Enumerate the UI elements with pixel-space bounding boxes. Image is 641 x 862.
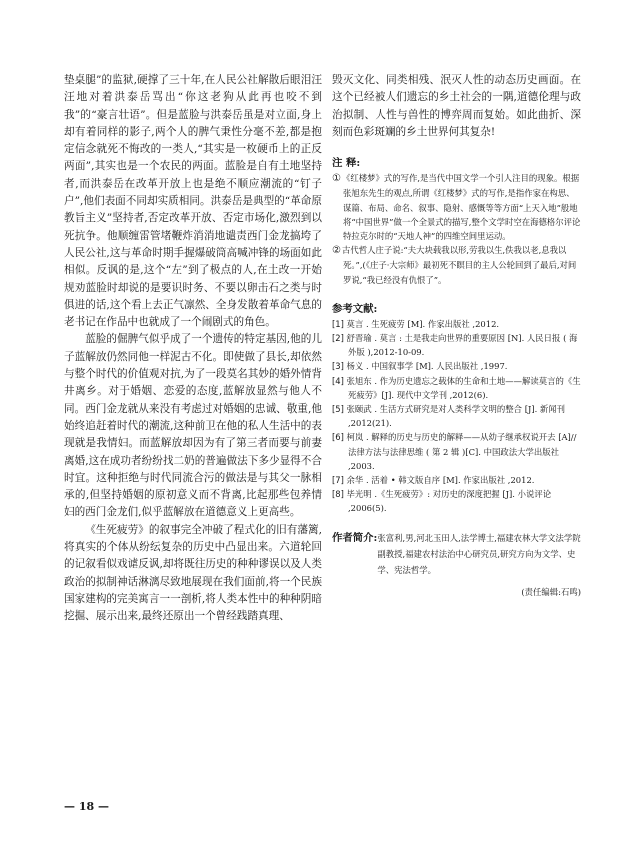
note-2	[332, 243, 581, 287]
responsible-editor: (责任编辑:石鸣)	[521, 586, 581, 597]
reference-1-text: 莫言 . 生死疲劳 [M]. 作家出版社 ,2012.	[346, 318, 500, 329]
reference-3	[332, 359, 581, 373]
reference-8-number: [8]	[332, 489, 344, 500]
reference-6	[332, 430, 581, 473]
note-1-text: 《红楼梦》式的写作,是当代中国文学一个引人注目的现象。根据张旭东先生的观点,所谓《红楼梦》式的写作,是指作家在构思、谋篇、布局、命名、叙事、隐射、感慨等等方面“上天入地”般地将“中国世界”做一个全景式的描写,整个文学时空在海德格尔评论特拉克尔时的“天地人神”的四维空间里运动。	[341, 173, 581, 241]
reference-5-text: 张颐武 . 生活方式研究是对人类科学文明的整合 [J]. 新闻刊 ,2012(21).	[346, 404, 566, 429]
reference-8-text: 毕光明 .《生死疲劳》: 对历史的深度把握 [J]. 小说评论 ,2006(5).	[346, 489, 552, 514]
reference-1-number: [1]	[332, 318, 344, 329]
right-column	[332, 72, 581, 600]
reference-8	[332, 487, 581, 515]
body-paragraph-continued: 毁灭文化、同类相残、泯灭人性的动态历史画面。在这个已经被人们遗忘的乡土社会的一隅,道德伦理与政治拟制、人性与兽性的博弈周而复始。如此曲折、深刻而色彩斑斓的乡土世界何其复杂!	[332, 74, 581, 138]
reference-2-number: [2]	[332, 333, 344, 344]
reference-5	[332, 402, 581, 430]
notes-heading: 注 释:	[332, 157, 361, 170]
references-heading: 参考文献:	[332, 302, 378, 315]
note-1-mark: ①	[332, 173, 341, 185]
reference-6-text: 柯岚 . 解释的历史与历史的解释——从幼子继承权说开去 [A]// 法律方法与法律思维 ( 第 2 辑 )[C]. 中国政法大学出版社 ,2003.	[346, 432, 577, 471]
note-2-text: 古代哲人庄子说:“夫大块载我以形,劳我以生,佚我以老,息我以死。”,(《庄子·大宗师》最初死不瞑目的主人公轮回到了最后,对间罗说,“我已经没有仇恨了”。	[341, 245, 577, 285]
body-paragraph-2: 蓝脸的倔脾气似乎成了一个遗传的特定基因,他的儿子蓝解放仍然同他一样泥古不化。即使做了县长,却依然与整个时代的价值观对抗,为了一段莫名其妙的婚外情背井离乡。对于婚姻、恋爱的态度,蓝解放显然与他人不同。西门金龙就从来没有考虑过对婚姻的忠诚、敬重,他始终追赶着时代的潮流,这种前卫在他的私人生活中的表现就是我情妇。而蓝解放却因为有了第三者而要与前妻离婚,这在成功者纷纷找二奶的普遍做法下多少显得不合时宜。这种拒绝与时代同流合污的做法是与其父一脉相承的,但坚持婚姻的原初意义而不背离,比起那些包养情妇的西门金龙们,似乎蓝解放在道德意义上更高些。	[64, 333, 322, 519]
reference-4	[332, 374, 581, 402]
reference-6-number: [6]	[332, 432, 344, 443]
author-bio	[332, 530, 581, 578]
author-bio-label: 作者简介:	[332, 531, 378, 544]
reference-3-number: [3]	[332, 361, 344, 372]
reference-5-number: [5]	[332, 404, 344, 415]
body-paragraph-1: 垫桌腿”的监狱,硬撑了三十年,在人民公社解散后眼泪汪汪地对着洪泰岳骂出“你这老狗从此再也咬不到我”的“豪言壮语”。但是蓝脸与洪泰岳虽是对立面,身上却有着同样的影子,两个人的脾气秉性分毫不差,都是抱定信念就死不悔改的一类人,“其实是一枚硬币上的正反两面”,其实也是一个农民的两面。蓝脸是自有土地坚持者,而洪泰岳在改革开放上也是绝不顺应潮流的“钉子户”,他们表面不同却实质相同。洪泰岳是典型的“革命原教旨主义”坚持者,否定改革开放、否定市场化,激烈到以死抗争。他顺缠雷管堵鞭炸消消地谴责西门金龙搞垮了人民公社,这与革命时期手握爆破筒高喊冲锋的场面如此相似。反讽的是,这个“左”到了极点的人,在土改一开始规劝蓝脸时却说的是要识时务、不要以卵击石之类与时俱进的话,这个看上去正气凛然、全身发散着革命气息的老书记在作品中也就成了一个闹剧式的角色。	[64, 74, 322, 329]
reference-2	[332, 331, 581, 359]
reference-4-text: 张旭东 . 作为历史遗忘之载体的生命和土地——解读莫言的《生死疲劳》[J]. 现代中文学刊 ,2012(6).	[346, 375, 581, 400]
note-1	[332, 171, 581, 243]
page-number: — 18 —	[64, 800, 109, 813]
author-bio-text: 张富利,男,河北玉田人,法学博士,福建农林大学文法学院副教授,福建农村法治中心研究员,研究方向为文学、史学、宪法哲学。	[377, 532, 581, 575]
reference-7	[332, 473, 581, 487]
reference-1	[332, 317, 581, 331]
body-paragraph-3: 《生死疲劳》的叙事完全冲破了程式化的旧有藩篱,将真实的个体从纷纭复杂的历史中凸显出来。六道轮回的记叙看似戏谑反讽,却将既往历史的种种谬误以及人类政治的拟制神话淋漓尽致地展现在我们面前,将一个民族国家建构的完美寓言一一剖析,将人类本性中的种种阴暗挖掘、展示出来,最终还原出一个曾经践踏真理、	[64, 523, 322, 623]
reference-4-number: [4]	[332, 375, 344, 386]
left-column	[64, 72, 322, 626]
reference-7-text: 余华 . 活着 • 韩文版自序 [M]. 作家出版社 ,2012.	[346, 475, 535, 486]
note-2-mark: ②	[332, 245, 341, 257]
reference-3-text: 杨义 . 中国叙事学 [M]. 人民出版社 ,1997.	[346, 361, 508, 372]
reference-7-number: [7]	[332, 475, 344, 486]
reference-2-text: 舒晋瑜 . 莫言 : 土是我走向世界的重要原因 [N]. 人民日报 ( 海外版 ),2012-10-09.	[346, 333, 578, 358]
